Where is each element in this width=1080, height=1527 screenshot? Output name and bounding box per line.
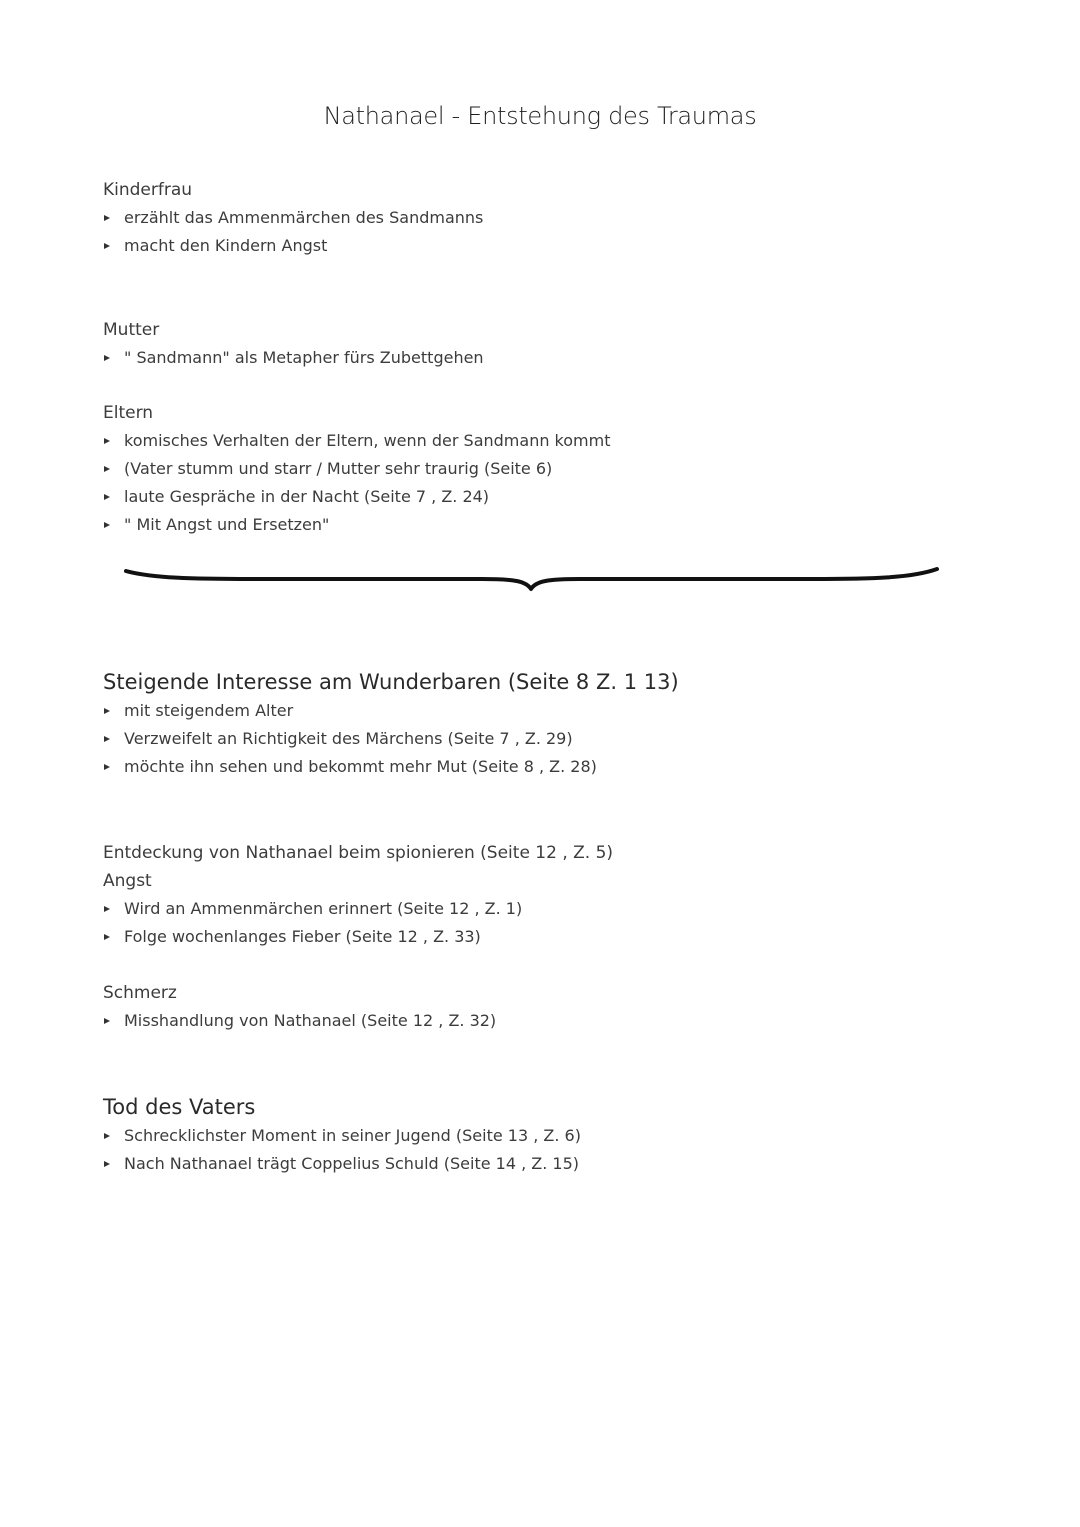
section-heading: Mutter xyxy=(103,320,160,340)
section-tod-des-vaters xyxy=(103,1092,581,1178)
list-item-text: erzählt das Ammenmärchen des Sandmanns xyxy=(124,208,484,227)
list-item xyxy=(103,725,679,753)
section-heading: Eltern xyxy=(103,403,154,423)
list-item xyxy=(103,232,483,260)
list-item-text: Folge wochenlanges Fieber (Seite 12 , Z. 33) xyxy=(124,927,481,946)
bullet-list xyxy=(103,1122,581,1178)
bullet-icon xyxy=(104,736,110,742)
list-item xyxy=(103,1150,581,1178)
bullet-list xyxy=(103,427,610,539)
list-item-text: Misshandlung von Nathanael (Seite 12 , Z. 32) xyxy=(124,1011,497,1030)
list-item-text: laute Gespräche in der Nacht (Seite 7 , Z. 24) xyxy=(124,487,490,506)
curly-brace-divider xyxy=(122,560,942,596)
list-item xyxy=(103,204,483,232)
list-item-text: " Sandmann" als Metapher fürs Zubettgehen xyxy=(124,348,484,367)
list-item xyxy=(103,483,610,511)
bullet-icon xyxy=(104,708,110,714)
list-item xyxy=(103,511,610,539)
bullet-icon xyxy=(104,494,110,500)
bullet-icon xyxy=(104,355,110,361)
bullet-list xyxy=(103,204,483,260)
list-item xyxy=(103,455,610,483)
bullet-list xyxy=(103,1007,496,1035)
list-item-text: macht den Kindern Angst xyxy=(124,236,328,255)
list-item xyxy=(103,697,679,725)
section-eltern xyxy=(103,399,610,539)
bullet-icon xyxy=(104,1018,110,1024)
bullet-icon xyxy=(104,243,110,249)
bullet-list xyxy=(103,895,613,951)
section-mutter xyxy=(103,316,484,372)
list-item xyxy=(103,344,484,372)
section-heading: Kinderfrau xyxy=(103,180,193,200)
list-item-text: Verzweifelt an Richtigkeit des Märchens (Seite 7 , Z. 29) xyxy=(124,729,573,748)
section-schmerz xyxy=(103,979,496,1035)
bullet-icon xyxy=(104,764,110,770)
list-item-text: (Vater stumm und starr / Mutter sehr traurig (Seite 6) xyxy=(124,459,553,478)
list-item xyxy=(103,895,613,923)
page-title: Nathanael - Entstehung des Traumas xyxy=(323,102,757,130)
list-item-text: Schrecklichster Moment in seiner Jugend (Seite 13 , Z. 6) xyxy=(124,1126,581,1145)
section-steigende-interesse xyxy=(103,667,679,781)
section-heading: Schmerz xyxy=(103,983,177,1003)
list-item xyxy=(103,923,613,951)
section-heading: Steigende Interesse am Wunderbaren (Seite 8 Z. 1 13) xyxy=(103,670,679,694)
list-item-text: Wird an Ammenmärchen erinnert (Seite 12 , Z. 1) xyxy=(124,899,523,918)
bullet-icon xyxy=(104,934,110,940)
bullet-icon xyxy=(104,906,110,912)
list-item xyxy=(103,1007,496,1035)
bullet-icon xyxy=(104,522,110,528)
section-entdeckung xyxy=(103,839,613,951)
list-item-text: " Mit Angst und Ersetzen" xyxy=(124,515,330,534)
section-heading: Entdeckung von Nathanael beim spionieren (Seite 12 , Z. 5) xyxy=(103,843,614,863)
list-item-text: möchte ihn sehen und bekommt mehr Mut (Seite 8 , Z. 28) xyxy=(124,757,597,776)
list-item-text: mit steigendem Alter xyxy=(124,701,294,720)
list-item-text: Nach Nathanael trägt Coppelius Schuld (Seite 14 , Z. 15) xyxy=(124,1154,580,1173)
bullet-list xyxy=(103,697,679,781)
section-kinderfrau xyxy=(103,176,483,260)
list-item xyxy=(103,1122,581,1150)
bullet-icon xyxy=(104,1161,110,1167)
list-item xyxy=(103,427,610,455)
bullet-icon xyxy=(104,466,110,472)
list-item-text: komisches Verhalten der Eltern, wenn der Sandmann kommt xyxy=(124,431,611,450)
bullet-icon xyxy=(104,1133,110,1139)
section-heading: Tod des Vaters xyxy=(103,1095,256,1119)
bullet-list xyxy=(103,344,484,372)
section-subheading: Angst xyxy=(103,871,152,891)
bullet-icon xyxy=(104,215,110,221)
list-item xyxy=(103,753,679,781)
bullet-icon xyxy=(104,438,110,444)
